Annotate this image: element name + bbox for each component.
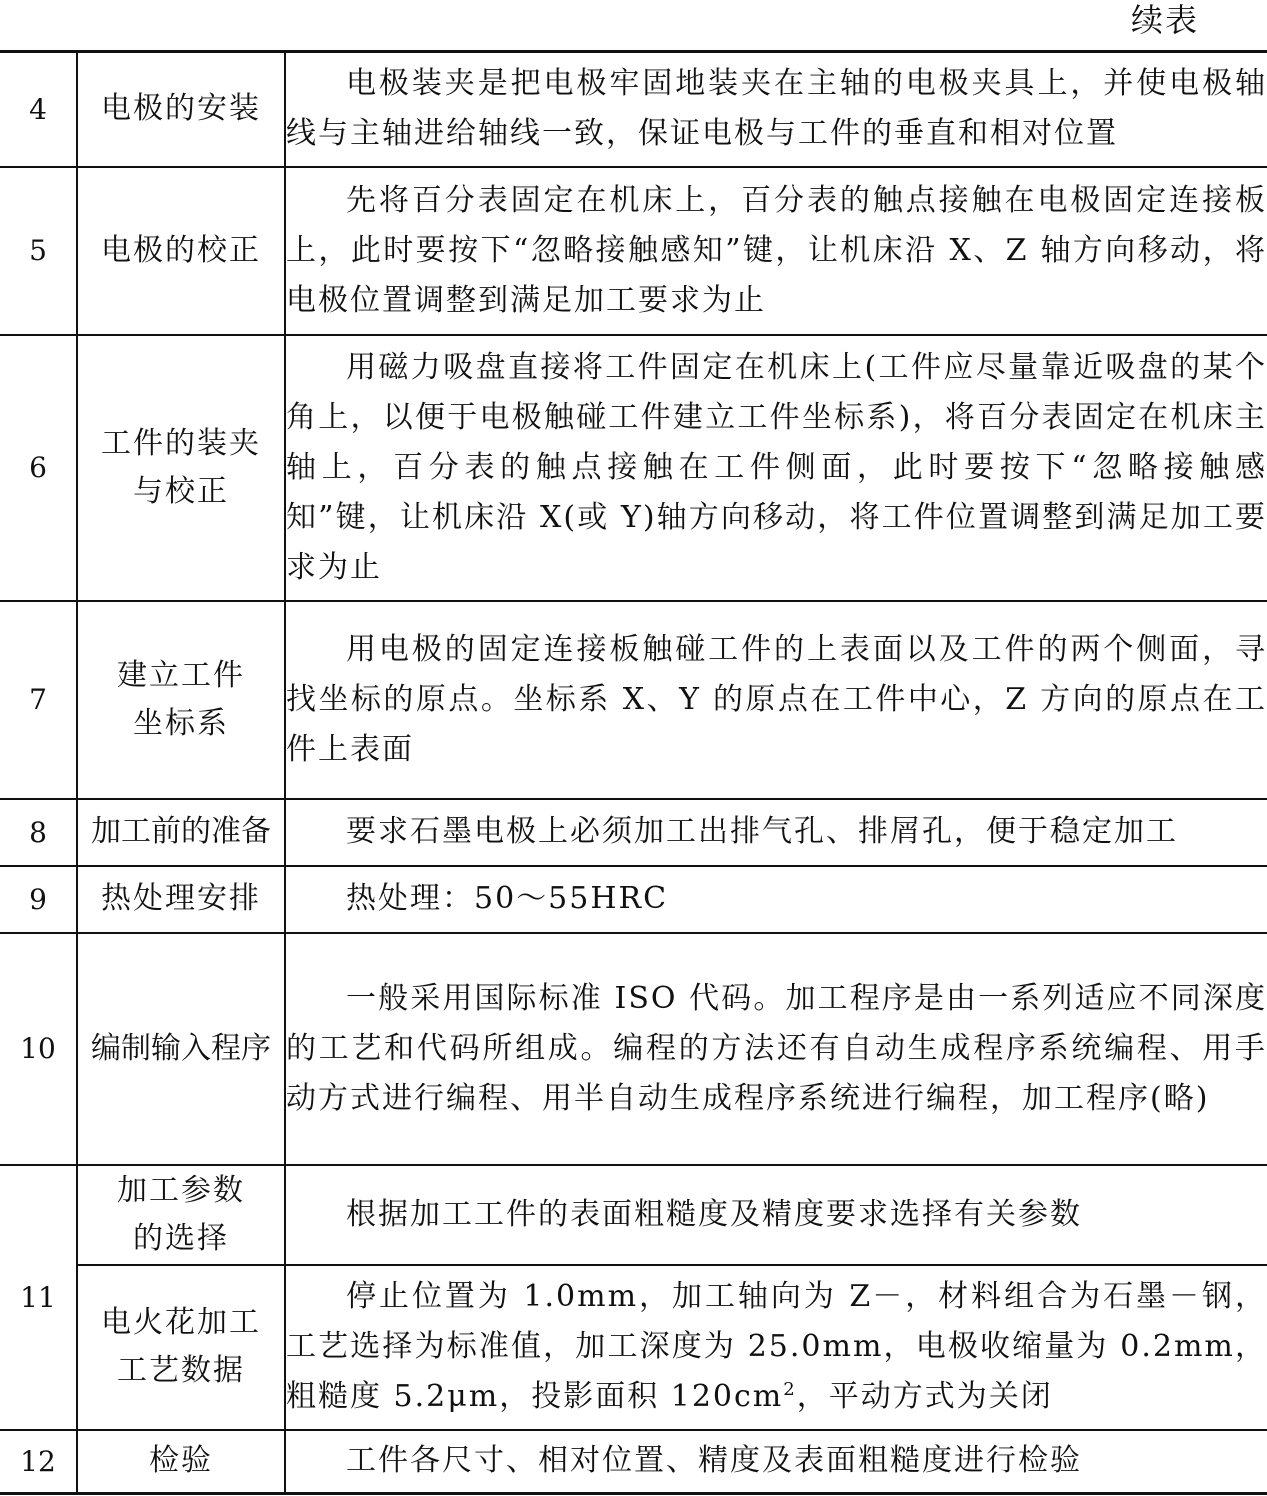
step-name: 电极的安装 xyxy=(77,52,285,167)
table-row xyxy=(0,335,1267,601)
table-row xyxy=(0,601,1267,799)
description-text: 停止位置为 1.0mm，加工轴向为 Z－，材料组合为石墨－钢，工艺选择为标准值，加工深度为 25.0mm，电极收缩量为 0.2mm，粗糙度 5.2μm，投影面积 120cm xyxy=(286,1279,1267,1414)
step-name-text: 加工参数的选择 xyxy=(117,1172,245,1256)
step-name: 热处理安排 xyxy=(77,866,285,933)
table-row xyxy=(0,1265,1267,1430)
step-number: 6 xyxy=(0,335,77,601)
step-number: 9 xyxy=(0,866,77,933)
step-description: 根据加工工件的表面粗糙度及精度要求选择有关参数 xyxy=(285,1165,1267,1265)
step-name xyxy=(77,1265,285,1430)
step-number: 5 xyxy=(0,167,77,335)
step-name-text: 电火花加工工艺数据 xyxy=(101,1305,261,1388)
step-name: 检验 xyxy=(77,1430,285,1494)
step-number: 4 xyxy=(0,52,77,167)
step-description: 先将百分表固定在机床上，百分表的触点接触在电极固定连接板上，此时要按下“忽略接触感知”键，让机床沿 X、Z 轴方向移动，将电极位置调整到满足加工要求为止 xyxy=(285,167,1267,335)
table-row xyxy=(0,866,1267,933)
step-name xyxy=(77,601,285,799)
process-table xyxy=(0,50,1267,1495)
step-name: 编制输入程序 xyxy=(77,933,285,1165)
step-name-text: 建立工件坐标系 xyxy=(117,657,245,741)
step-description: 用磁力吸盘直接将工件固定在机床上(工件应尽量靠近吸盘的某个角上，以便于电极触碰工件建立工件坐标系)，将百分表固定在机床主轴上，百分表的触点接触在工件侧面，此时要按下“忽略接触感知”键，让机床沿 X(或 Y)轴方向移动，将工件位置调整到满足加工要求为止 xyxy=(285,335,1267,601)
step-name-text: 工件的装夹与校正 xyxy=(101,425,261,509)
table-row xyxy=(0,1430,1267,1494)
step-name: 加工前的准备 xyxy=(77,799,285,866)
step-description: 一般采用国际标准 ISO 代码。加工程序是由一系列适应不同深度的工艺和代码所组成。编程的方法还有自动生成程序系统编程、用手动方式进行编程、用半自动生成程序系统进行编程，加工程序(略) xyxy=(285,933,1267,1165)
step-number: 12 xyxy=(0,1430,77,1494)
step-name xyxy=(77,335,285,601)
step-number: 11 xyxy=(0,1165,77,1430)
table-row xyxy=(0,799,1267,866)
step-name xyxy=(77,1165,285,1265)
step-description xyxy=(285,1265,1267,1430)
table-row xyxy=(0,1165,1267,1265)
superscript: 2 xyxy=(783,1379,797,1400)
step-description: 用电极的固定连接板触碰工件的上表面以及工件的两个侧面，寻找坐标的原点。坐标系 X、Y 的原点在工件中心，Z 方向的原点在工件上表面 xyxy=(285,601,1267,799)
step-description: 工件各尺寸、相对位置、精度及表面粗糙度进行检验 xyxy=(285,1430,1267,1494)
table-row xyxy=(0,933,1267,1165)
step-number: 7 xyxy=(0,601,77,799)
description-text: ，平动方式为关闭 xyxy=(796,1379,1053,1414)
step-number: 10 xyxy=(0,933,77,1165)
table-row xyxy=(0,52,1267,167)
step-description: 要求石墨电极上必须加工出排气孔、排屑孔，便于稳定加工 xyxy=(285,799,1267,866)
table-row xyxy=(0,167,1267,335)
table-caption: 续表 xyxy=(1130,1,1199,39)
step-name: 电极的校正 xyxy=(77,167,285,335)
step-description: 热处理：50～55HRC xyxy=(285,866,1267,933)
step-description: 电极装夹是把电极牢固地装夹在主轴的电极夹具上，并使电极轴线与主轴进给轴线一致，保证电极与工件的垂直和相对位置 xyxy=(285,52,1267,167)
step-number: 8 xyxy=(0,799,77,866)
